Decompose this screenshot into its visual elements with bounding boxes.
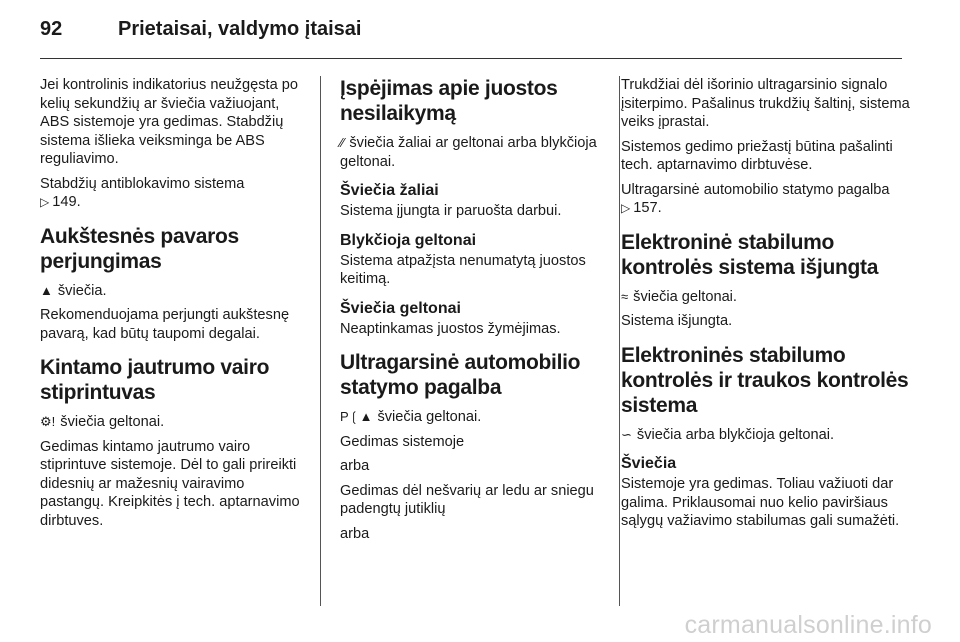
- lane-yellow-heading: Šviečia geltonai: [340, 299, 461, 317]
- esc-off-paragraph: Sistema išjungta.: [621, 313, 733, 329]
- steering-paragraph: Gedimas kintamo jautrumo vairo stiprintuve sistemoje. Dėl to gali prireikti didesnių ar mažesnių vairavimo pastangų. Kreipkitės į tech. aptarnavimo dirbtuves.: [40, 438, 300, 529]
- parking-assist-icon: P❲▲: [340, 409, 373, 424]
- lane-blink-text: Sistema atpažįsta nenumatytą juostos keitimą.: [340, 252, 586, 287]
- upshift-status: ▲ šviečia.: [40, 282, 107, 299]
- lane-green-heading: Šviečia žaliai: [340, 182, 439, 199]
- page-ref-arrow-icon: ▷: [621, 201, 631, 215]
- upshift-heading: Aukštesnės pavaros perjungimas: [40, 224, 239, 273]
- page-ref-number[interactable]: 149.: [52, 194, 81, 210]
- lane-departure-icon: ⁄⁄: [340, 135, 345, 150]
- esc-off-status: ≈ šviečia geltonai.: [621, 288, 737, 305]
- interference-paragraph: Trukdžiai dėl išorinio ultragarsinio signalo įsiterpimo. Pašalinus trukdžių šaltinį, sistema veiks įprastai.: [621, 77, 910, 130]
- steering-status: ⚙! šviečia geltonai.: [40, 414, 165, 430]
- esc-skid-car-icon: ∽: [621, 426, 632, 442]
- column-3: [621, 76, 911, 537]
- steering-heading: Kintamo jautrumo vairo stiprintuvas: [40, 356, 270, 404]
- esc-on-text: Sistemoje yra gedimas. Toliau važiuoti dar galima. Priklausomai nuo kelio paviršiaus sąlygų važiavimo stabilumas gali sumažėti.: [621, 476, 900, 529]
- parking-text-1: Gedimas sistemoje: [340, 433, 465, 450]
- page-header: [0, 0, 960, 58]
- lane-yellow-text: Neaptinkamas juostos žymėjimas.: [340, 320, 561, 337]
- column-divider: [619, 76, 620, 606]
- parking-status: P❲▲ šviečia geltonai.: [340, 409, 482, 425]
- lane-heading: Įspėjimas apie juostos nesilaikymą: [340, 77, 558, 125]
- service-paragraph: Sistemos gedimo priežastį būtina pašalinti tech. aptarnavimo dirbtuvėse.: [621, 138, 893, 173]
- steering-wheel-warning-icon: ⚙!: [40, 414, 56, 429]
- lane-blink-heading: Blykčioja geltonai: [340, 231, 477, 249]
- column-divider: [320, 76, 321, 606]
- esc-status: ∽ šviečia arba blykčioja geltonai.: [621, 426, 835, 443]
- page-title: Prietaisai, valdymo įtaisai: [118, 18, 362, 40]
- lane-green-text: Sistema įjungta ir paruošta darbui.: [340, 203, 562, 219]
- parking-text-4: arba: [340, 525, 370, 542]
- parking-reference: Ultragarsinė automobilio statymo pagalba ▷ 157.: [621, 181, 890, 216]
- page-number: 92: [40, 18, 63, 40]
- parking-heading: Ultragarsinė automobilio statymo pagalba: [340, 351, 581, 399]
- esc-off-icon: ≈: [621, 288, 629, 304]
- abs-paragraph: Jei kontrolinis indikatorius neužgęsta po kelių sekundžių ar šviečia važiuojant, ABS sistemoje yra gedimas. Stabdžių sistema išlieka veiksminga be ABS reguliavimo.: [40, 77, 298, 167]
- esc-off-heading: Elektroninė stabilumo kontrolės sistema išjungta: [621, 230, 879, 279]
- parking-text-3: Gedimas dėl nešvarių ar ledu ar sniegu padengtų jutiklių: [340, 482, 594, 517]
- column-1: [40, 76, 306, 536]
- header-rule: [40, 58, 902, 59]
- esc-heading: Elektroninės stabilumo kontrolės ir traukos kontrolės sistema: [621, 343, 909, 417]
- page-ref-number[interactable]: 157.: [633, 200, 662, 216]
- watermark: carmanualsonline.info: [684, 611, 932, 639]
- esc-on-heading: Šviečia: [621, 455, 677, 472]
- page-ref-arrow-icon: ▷: [40, 195, 50, 209]
- upshift-paragraph: Rekomenduojama perjungti aukštesnę pavarą, kad būtų taupomi degalai.: [40, 307, 290, 342]
- abs-reference: Stabdžių antiblokavimo sistema ▷ 149.: [40, 175, 245, 210]
- column-2: [340, 76, 602, 549]
- upshift-arrow-icon: ▲: [40, 282, 53, 298]
- lane-status: ⁄⁄ šviečia žaliai ar geltonai arba blykčioja geltonai.: [340, 135, 597, 170]
- parking-text-2: arba: [340, 458, 370, 474]
